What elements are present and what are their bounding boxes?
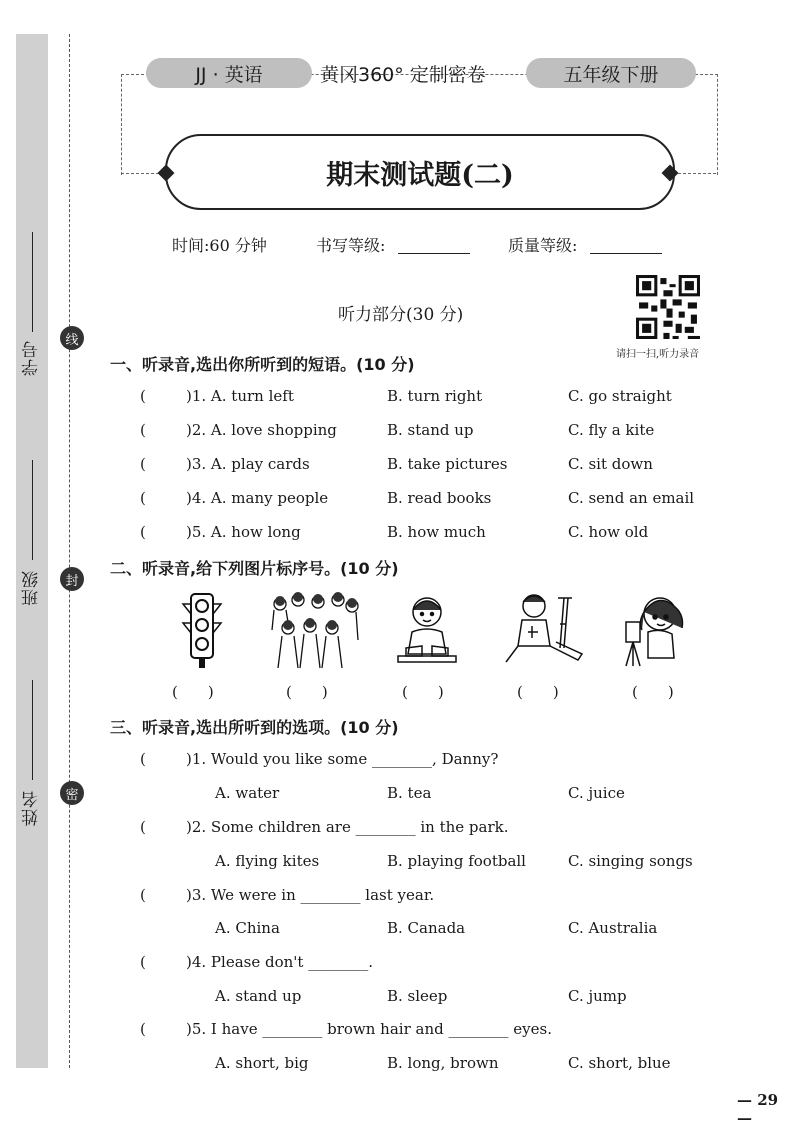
student-no-line: [32, 232, 33, 332]
quality-grade-blank: [590, 253, 662, 254]
option-b: B. playing football: [387, 852, 526, 870]
s1-question-3: [140, 455, 740, 479]
option-b: B. read books: [387, 489, 492, 507]
option-b: B. how much: [387, 523, 486, 541]
option-b: B. take pictures: [387, 455, 508, 473]
question-stem: )5. A. how long: [186, 523, 301, 541]
option-b: B. tea: [387, 784, 432, 802]
option-a: A. China: [215, 919, 280, 937]
option-a: A. stand up: [215, 987, 302, 1005]
s3-options-4: [140, 987, 740, 1011]
seal-close-mark: 密: [60, 781, 84, 805]
answer-paren[interactable]: (: [140, 421, 146, 439]
option-c: C. singing songs: [568, 852, 693, 870]
name-label: 姓名: [22, 790, 42, 826]
picture-5-blank[interactable]: ( ): [632, 683, 674, 701]
subject-badge: JJ · 英语: [146, 58, 312, 88]
student-no-label: 学号: [22, 340, 42, 376]
option-c: C. short, blue: [568, 1054, 671, 1072]
picture-1-blank[interactable]: ( ): [172, 683, 214, 701]
girl-camera-picture: [620, 590, 692, 670]
question-stem: )3. We were in ________ last year.: [186, 886, 435, 904]
option-c: C. jump: [568, 987, 627, 1005]
answer-paren[interactable]: (: [140, 489, 146, 507]
s1-question-5: [140, 523, 740, 547]
name-line: [32, 680, 33, 780]
question-stem: )1. Would you like some ________, Danny?: [186, 750, 499, 768]
option-b: B. long, brown: [387, 1054, 499, 1072]
answer-paren[interactable]: (: [140, 387, 146, 405]
boy-crutches-picture: [498, 590, 586, 670]
option-b: B. sleep: [387, 987, 448, 1005]
option-b: B. Canada: [387, 919, 466, 937]
answer-paren[interactable]: (: [140, 886, 146, 904]
page-number: — 29 —: [737, 1091, 779, 1127]
brand-text: 黄冈360° 定制密卷: [320, 64, 486, 86]
section2-title: 二、听录音,给下列图片标序号。(10 分): [110, 559, 399, 578]
class-line: [32, 460, 33, 560]
s3-question-4: [140, 953, 740, 977]
question-stem: )5. I have ________ brown hair and ________ eyes.: [186, 1020, 552, 1038]
s3-options-3: [140, 919, 740, 943]
time-info: 时间:60 分钟: [172, 236, 267, 255]
writing-grade-blank: [398, 253, 470, 254]
option-a: A. short, big: [215, 1054, 309, 1072]
seal-line-mark: 线: [60, 326, 84, 350]
grade-badge: 五年级下册: [526, 58, 696, 88]
boy-reading-picture: [392, 590, 462, 670]
option-c: C. sit down: [568, 455, 653, 473]
seal-seal-mark: 封: [60, 567, 84, 591]
answer-paren[interactable]: (: [140, 818, 146, 836]
s3-question-3: [140, 886, 740, 910]
question-stem: )2. Some children are ________ in the park.: [186, 818, 509, 836]
cut-line: [69, 34, 70, 1068]
listening-title: 听力部分(30 分): [338, 305, 464, 325]
option-c: C. fly a kite: [568, 421, 655, 439]
answer-paren[interactable]: (: [140, 750, 146, 768]
option-b: B. stand up: [387, 421, 474, 439]
answer-paren[interactable]: (: [140, 523, 146, 541]
traffic-light-picture: [180, 590, 224, 670]
option-c: C. Australia: [568, 919, 658, 937]
s1-question-2: [140, 421, 740, 445]
s1-question-1: [140, 387, 740, 411]
picture-3-blank[interactable]: ( ): [402, 683, 444, 701]
option-c: C. juice: [568, 784, 625, 802]
many-people-picture: [266, 590, 362, 670]
s1-question-4: [140, 489, 740, 513]
question-stem: )1. A. turn left: [186, 387, 294, 405]
s3-options-1: [140, 784, 740, 808]
section1-title: 一、听录音,选出你所听到的短语。(10 分): [110, 355, 415, 374]
class-label: 班级: [22, 570, 42, 606]
question-stem: )3. A. play cards: [186, 455, 310, 473]
quality-grade-label: 质量等级:: [508, 236, 578, 255]
option-c: C. send an email: [568, 489, 695, 507]
qr-code-icon[interactable]: [636, 275, 700, 339]
option-c: C. go straight: [568, 387, 672, 405]
answer-paren[interactable]: (: [140, 455, 146, 473]
option-a: A. water: [215, 784, 280, 802]
section3-title: 三、听录音,选出所听到的选项。(10 分): [110, 718, 399, 737]
page-title: 期末测试题(二): [165, 134, 675, 210]
writing-grade-label: 书写等级:: [316, 236, 386, 255]
question-stem: )4. Please don't ________.: [186, 953, 373, 971]
answer-paren[interactable]: (: [140, 1020, 146, 1038]
question-stem: )4. A. many people: [186, 489, 329, 507]
s3-options-2: [140, 852, 740, 876]
qr-caption: 请扫一扫,听力录音: [616, 349, 700, 360]
option-b: B. turn right: [387, 387, 483, 405]
question-stem: )2. A. love shopping: [186, 421, 337, 439]
s3-question-5: [140, 1020, 740, 1044]
s3-question-1: [140, 750, 740, 774]
option-c: C. how old: [568, 523, 649, 541]
option-a: A. flying kites: [215, 852, 320, 870]
picture-2-blank[interactable]: ( ): [286, 683, 328, 701]
s3-question-2: [140, 818, 740, 842]
s3-options-5: [140, 1054, 740, 1078]
answer-paren[interactable]: (: [140, 953, 146, 971]
picture-4-blank[interactable]: ( ): [517, 683, 559, 701]
